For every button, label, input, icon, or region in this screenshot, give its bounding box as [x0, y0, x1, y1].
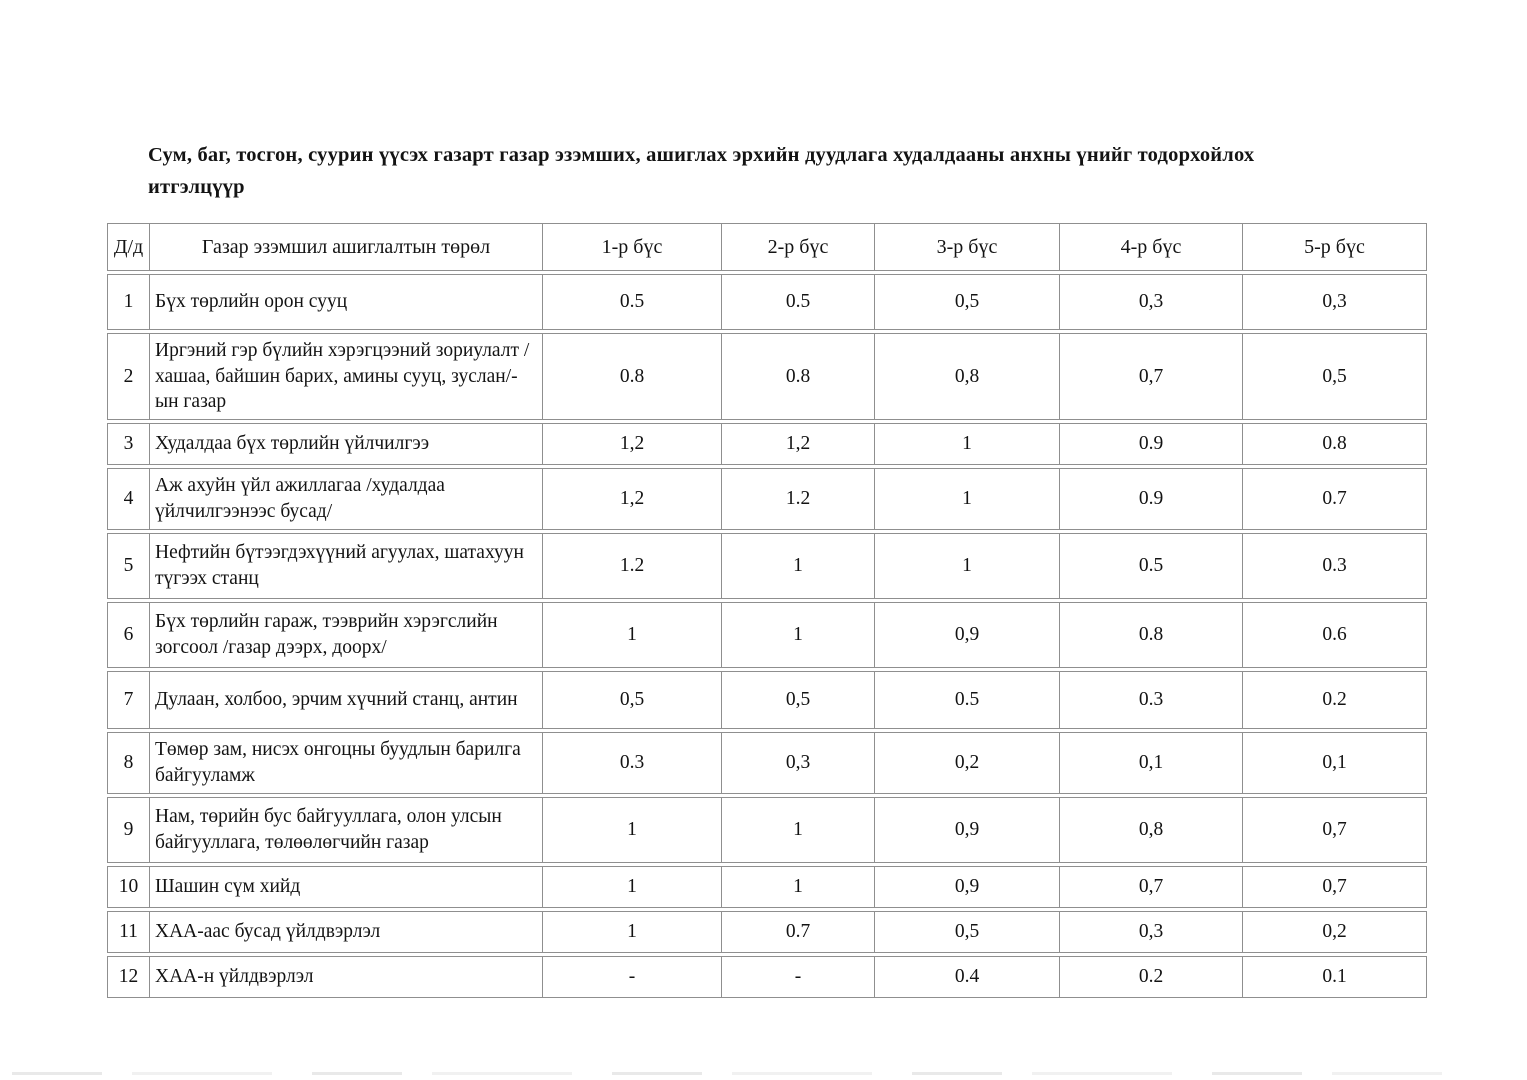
- table-row: [107, 797, 1427, 863]
- table-row: [107, 911, 1427, 953]
- zone-value-cell: 0,7: [1060, 333, 1243, 420]
- zone-value-cell: 1: [722, 533, 875, 599]
- page-title: Сум, баг, тосгон, суурин үүсэх газарт газар эзэмших, ашиглах эрхийн дуудлага худалдааны анхны үнийг тодорхойлох итгэлцүүр: [148, 144, 1255, 198]
- zone-value-cell: 1: [543, 866, 722, 908]
- scan-artifact-line: [12, 1072, 1442, 1075]
- land-type-cell: Нефтийн бүтээгдэхүүний агуулах, шатахуун түгээх станц: [150, 533, 543, 599]
- zone-value-cell: 1: [875, 533, 1060, 599]
- header-zone-2: 2-р бүс: [722, 223, 875, 271]
- row-number-cell: 11: [107, 911, 150, 953]
- zone-value-cell: 0,1: [1243, 732, 1427, 794]
- zone-value-cell: 1: [543, 602, 722, 668]
- zone-value-cell: 0.5: [875, 671, 1060, 729]
- zone-value-cell: 0.3: [543, 732, 722, 794]
- zone-value-cell: 0.2: [1060, 956, 1243, 998]
- zone-value-cell: 0,5: [1243, 333, 1427, 420]
- row-number-cell: 12: [107, 956, 150, 998]
- table-row: [107, 468, 1427, 529]
- land-type-cell: Төмөр зам, нисэх онгоцны буудлын барилга байгууламж: [150, 732, 543, 794]
- header-row-number: Д/д: [107, 223, 150, 271]
- zone-value-cell: 0,5: [875, 911, 1060, 953]
- coefficient-table: [107, 220, 1427, 1001]
- land-type-cell: ХАА-н үйлдвэрлэл: [150, 956, 543, 998]
- zone-value-cell: 0,2: [875, 732, 1060, 794]
- zone-value-cell: 0,2: [1243, 911, 1427, 953]
- zone-value-cell: 0.4: [875, 956, 1060, 998]
- land-type-cell: Бүх төрлийн орон сууц: [150, 274, 543, 330]
- row-number-cell: 3: [107, 423, 150, 465]
- zone-value-cell: 0,5: [875, 274, 1060, 330]
- zone-value-cell: 1.2: [543, 533, 722, 599]
- table-row: [107, 602, 1427, 668]
- zone-value-cell: 0.5: [1060, 533, 1243, 599]
- table-row: [107, 423, 1427, 465]
- row-number-cell: 4: [107, 468, 150, 529]
- zone-value-cell: 0,8: [1060, 797, 1243, 863]
- table-header-row: [107, 223, 1427, 271]
- table-row: [107, 274, 1427, 330]
- table-row: [107, 866, 1427, 908]
- header-zone-1: 1-р бүс: [543, 223, 722, 271]
- zone-value-cell: 0.3: [1060, 671, 1243, 729]
- row-number-cell: 6: [107, 602, 150, 668]
- zone-value-cell: 0,7: [1243, 866, 1427, 908]
- zone-value-cell: 1: [722, 797, 875, 863]
- zone-value-cell: 1,2: [543, 468, 722, 529]
- zone-value-cell: 1,2: [543, 423, 722, 465]
- zone-value-cell: 0.2: [1243, 671, 1427, 729]
- zone-value-cell: 0,7: [1243, 797, 1427, 863]
- zone-value-cell: 0,3: [1243, 274, 1427, 330]
- land-type-cell: ХАА-аас бусад үйлдвэрлэл: [150, 911, 543, 953]
- zone-value-cell: 1: [722, 866, 875, 908]
- zone-value-cell: 0.5: [543, 274, 722, 330]
- table-row: [107, 333, 1427, 420]
- land-type-cell: Иргэний гэр бүлийн хэрэгцээний зориулалт /хашаа, байшин барих, амины сууц, зуслан/-ын газар: [150, 333, 543, 420]
- land-type-cell: Нам, төрийн бус байгууллага, олон улсын байгууллага, төлөөлөгчийн газар: [150, 797, 543, 863]
- zone-value-cell: 0.6: [1243, 602, 1427, 668]
- header-zone-4: 4-р бүс: [1060, 223, 1243, 271]
- zone-value-cell: 0,9: [875, 866, 1060, 908]
- row-number-cell: 10: [107, 866, 150, 908]
- table-row: [107, 533, 1427, 599]
- land-type-cell: Шашин сүм хийд: [150, 866, 543, 908]
- zone-value-cell: 1: [722, 602, 875, 668]
- zone-value-cell: 0.9: [1060, 423, 1243, 465]
- zone-value-cell: -: [722, 956, 875, 998]
- zone-value-cell: 0,9: [875, 602, 1060, 668]
- row-number-cell: 5: [107, 533, 150, 599]
- table-row: [107, 671, 1427, 729]
- header-land-type: Газар эзэмшил ашиглалтын төрөл: [150, 223, 543, 271]
- header-zone-3: 3-р бүс: [875, 223, 1060, 271]
- zone-value-cell: 1: [543, 911, 722, 953]
- zone-value-cell: 1: [543, 797, 722, 863]
- zone-value-cell: 1.2: [722, 468, 875, 529]
- zone-value-cell: 0,1: [1060, 732, 1243, 794]
- zone-value-cell: 0.3: [1243, 533, 1427, 599]
- zone-value-cell: 0,3: [722, 732, 875, 794]
- zone-value-cell: 0,5: [722, 671, 875, 729]
- zone-value-cell: 0.8: [1243, 423, 1427, 465]
- table-row: [107, 732, 1427, 794]
- zone-value-cell: -: [543, 956, 722, 998]
- land-type-cell: Дулаан, холбоо, эрчим хүчний станц, антин: [150, 671, 543, 729]
- row-number-cell: 1: [107, 274, 150, 330]
- table-row: [107, 956, 1427, 998]
- zone-value-cell: 0,3: [1060, 274, 1243, 330]
- zone-value-cell: 0.7: [722, 911, 875, 953]
- zone-value-cell: 0,5: [543, 671, 722, 729]
- land-type-cell: Аж ахуйн үйл ажиллагаа /худалдаа үйлчилгээнээс бусад/: [150, 468, 543, 529]
- zone-value-cell: 0,8: [875, 333, 1060, 420]
- header-zone-5: 5-р бүс: [1243, 223, 1427, 271]
- zone-value-cell: 0.8: [543, 333, 722, 420]
- zone-value-cell: 0.7: [1243, 468, 1427, 529]
- land-type-cell: Худалдаа бүх төрлийн үйлчилгээ: [150, 423, 543, 465]
- zone-value-cell: 0.5: [722, 274, 875, 330]
- zone-value-cell: 0.1: [1243, 956, 1427, 998]
- zone-value-cell: 0,7: [1060, 866, 1243, 908]
- zone-value-cell: 1,2: [722, 423, 875, 465]
- land-type-cell: Бүх төрлийн гараж, тээврийн хэрэгслийн зогсоол /газар дээрх, доорх/: [150, 602, 543, 668]
- zone-value-cell: 0.9: [1060, 468, 1243, 529]
- zone-value-cell: 0.8: [722, 333, 875, 420]
- zone-value-cell: 0.8: [1060, 602, 1243, 668]
- row-number-cell: 2: [107, 333, 150, 420]
- zone-value-cell: 0,3: [1060, 911, 1243, 953]
- row-number-cell: 7: [107, 671, 150, 729]
- zone-value-cell: 0,9: [875, 797, 1060, 863]
- zone-value-cell: 1: [875, 468, 1060, 529]
- table-body: [107, 274, 1427, 998]
- zone-value-cell: 1: [875, 423, 1060, 465]
- row-number-cell: 8: [107, 732, 150, 794]
- row-number-cell: 9: [107, 797, 150, 863]
